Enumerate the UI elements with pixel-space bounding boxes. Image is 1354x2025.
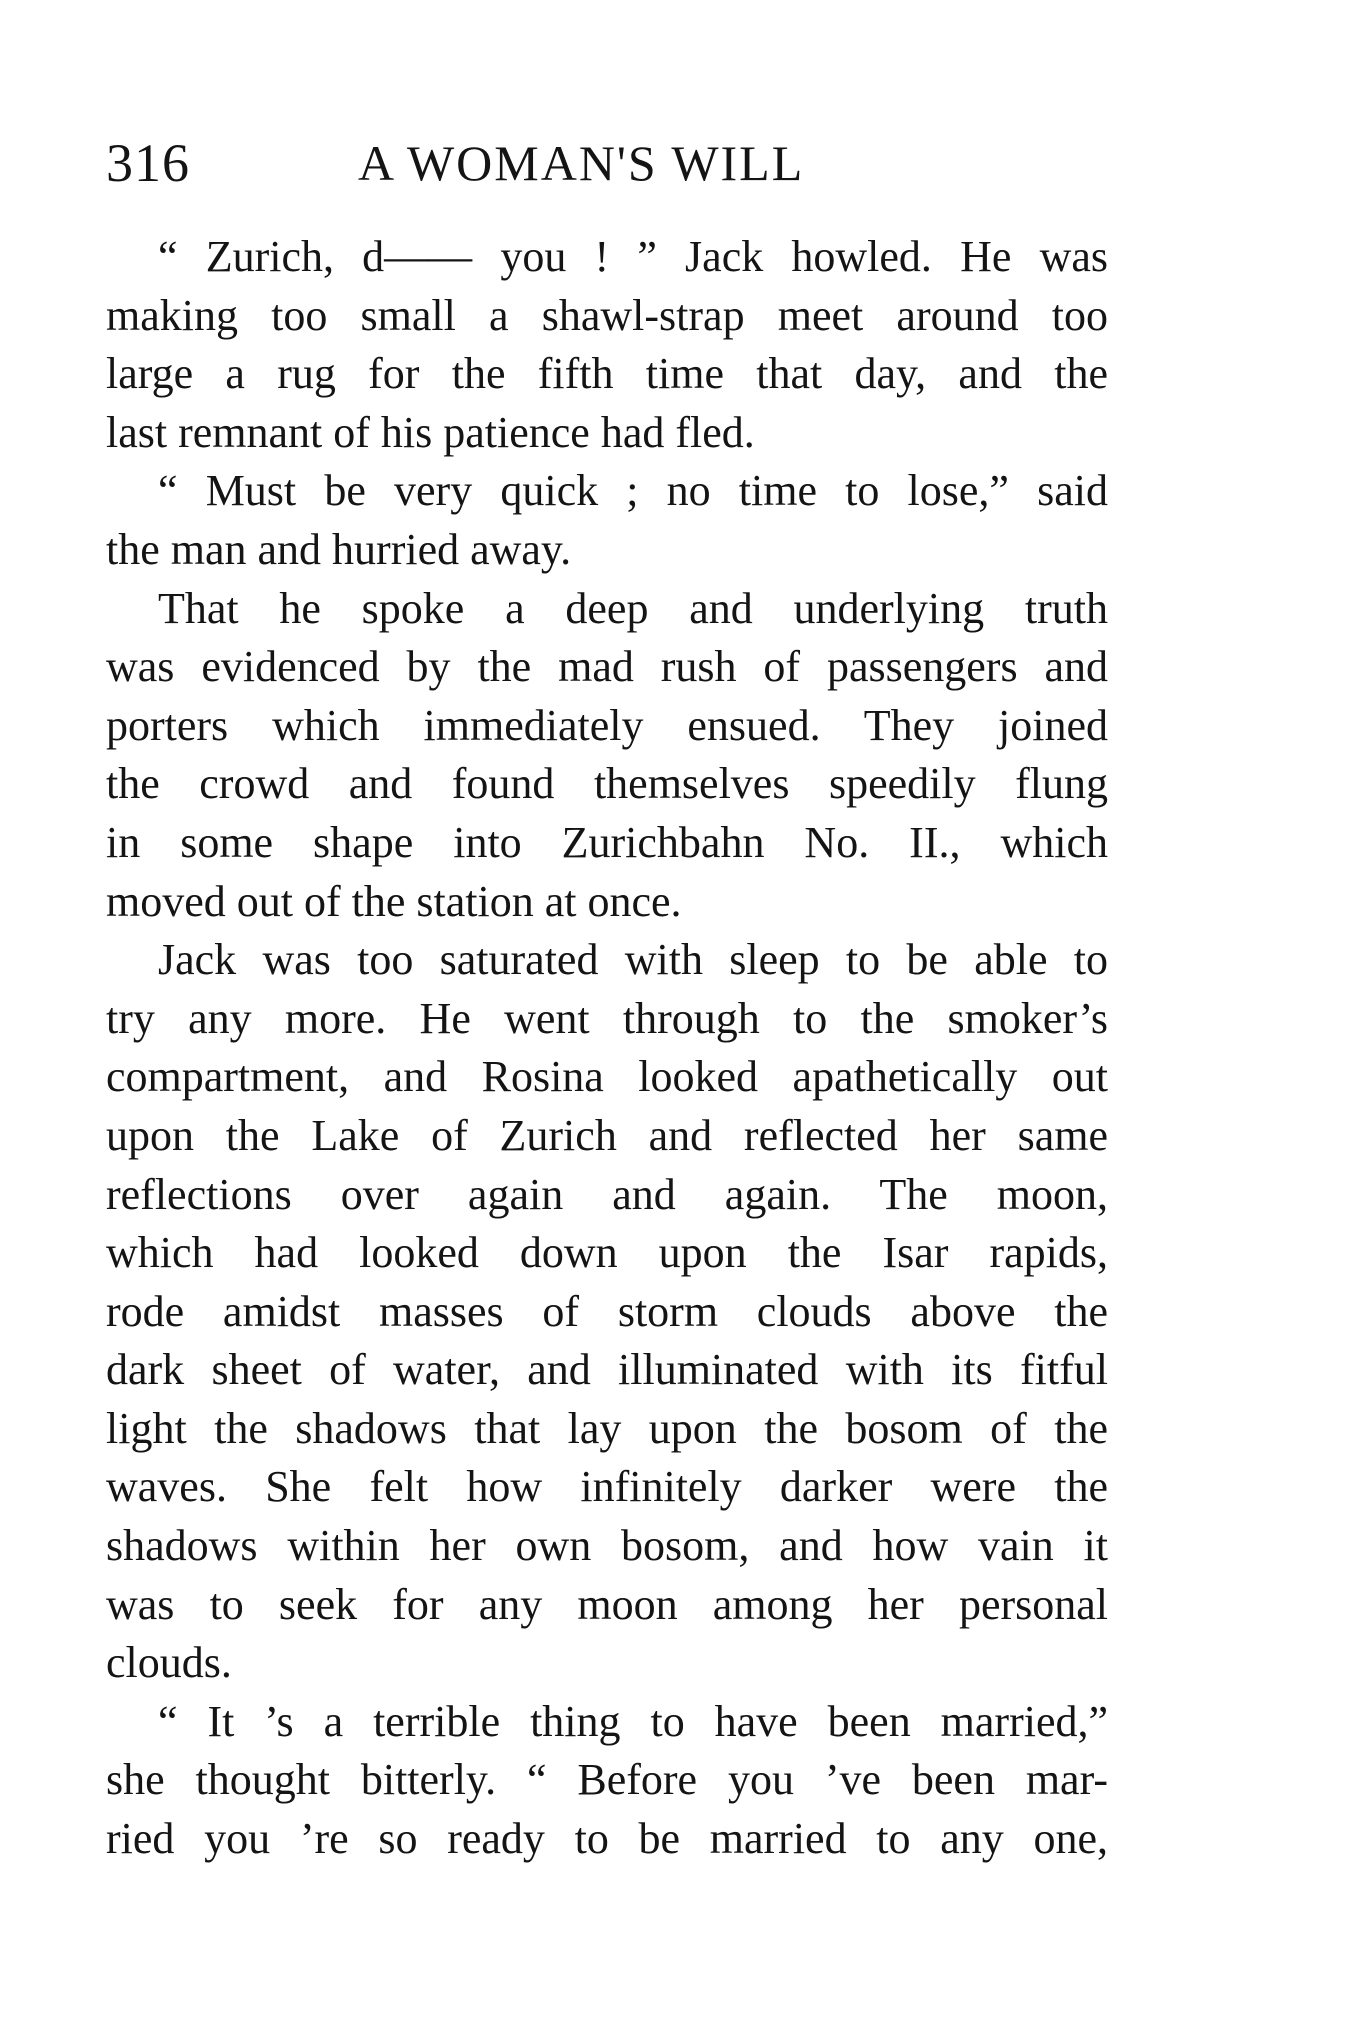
text-line: making too small a shawl-strap meet around too [106,290,1108,340]
page-number: 316 [106,133,190,193]
text-line: moved out of the station at once. [106,876,682,926]
text-line: dark sheet of water, and illuminated with its fitful [106,1345,1108,1395]
text-line: large a rug for the fifth time that day, and the [106,349,1108,399]
text-line: waves. She felt how infinitely darker were the [106,1462,1108,1512]
text-line: shadows within her own bosom, and how vain it [106,1521,1108,1571]
text-line: try any more. He went through to the smoker’s [106,993,1108,1043]
text-line: clouds. [106,1638,232,1688]
text-line: last remnant of his patience had fled. [106,407,755,457]
text-line: “ Must be very quick ; no time to lose,” said [158,466,1108,516]
text-line: Jack was too saturated with sleep to be able to [158,935,1108,985]
text-line: reflections over again and again. The moon, [106,1169,1108,1219]
text-line: ried you ’re so ready to be married to any one, [106,1814,1108,1864]
text-line: light the shadows that lay upon the bosom of the [106,1403,1108,1453]
text-line: rode amidst masses of storm clouds above the [106,1286,1108,1336]
text-line: was evidenced by the mad rush of passengers and [106,642,1108,692]
running-title: A WOMAN'S WILL [358,135,805,191]
text-line: the crowd and found themselves speedily flung [106,759,1108,809]
page-header [106,128,1106,198]
text-line: That he spoke a deep and underlying truth [158,583,1108,633]
text-line: “ Zurich, d—— you ! ” Jack howled. He was [158,232,1108,281]
text-line: she thought bitterly. “ Before you ’ve been mar- [106,1755,1108,1805]
text-line: was to seek for any moon among her personal [106,1579,1108,1629]
text-line: the man and hurried away. [106,524,572,574]
text-line: in some shape into Zurichbahn No. II., which [106,817,1108,867]
text-line: “ It ’s a terrible thing to have been married,” [158,1696,1108,1746]
text-line: compartment, and Rosina looked apathetically out [106,1052,1108,1102]
text-line: porters which immediately ensued. They joined [106,700,1108,750]
text-line: upon the Lake of Zurich and reflected her same [106,1110,1108,1160]
body-text [106,228,1108,1869]
text-line: which had looked down upon the Isar rapids, [106,1228,1108,1278]
